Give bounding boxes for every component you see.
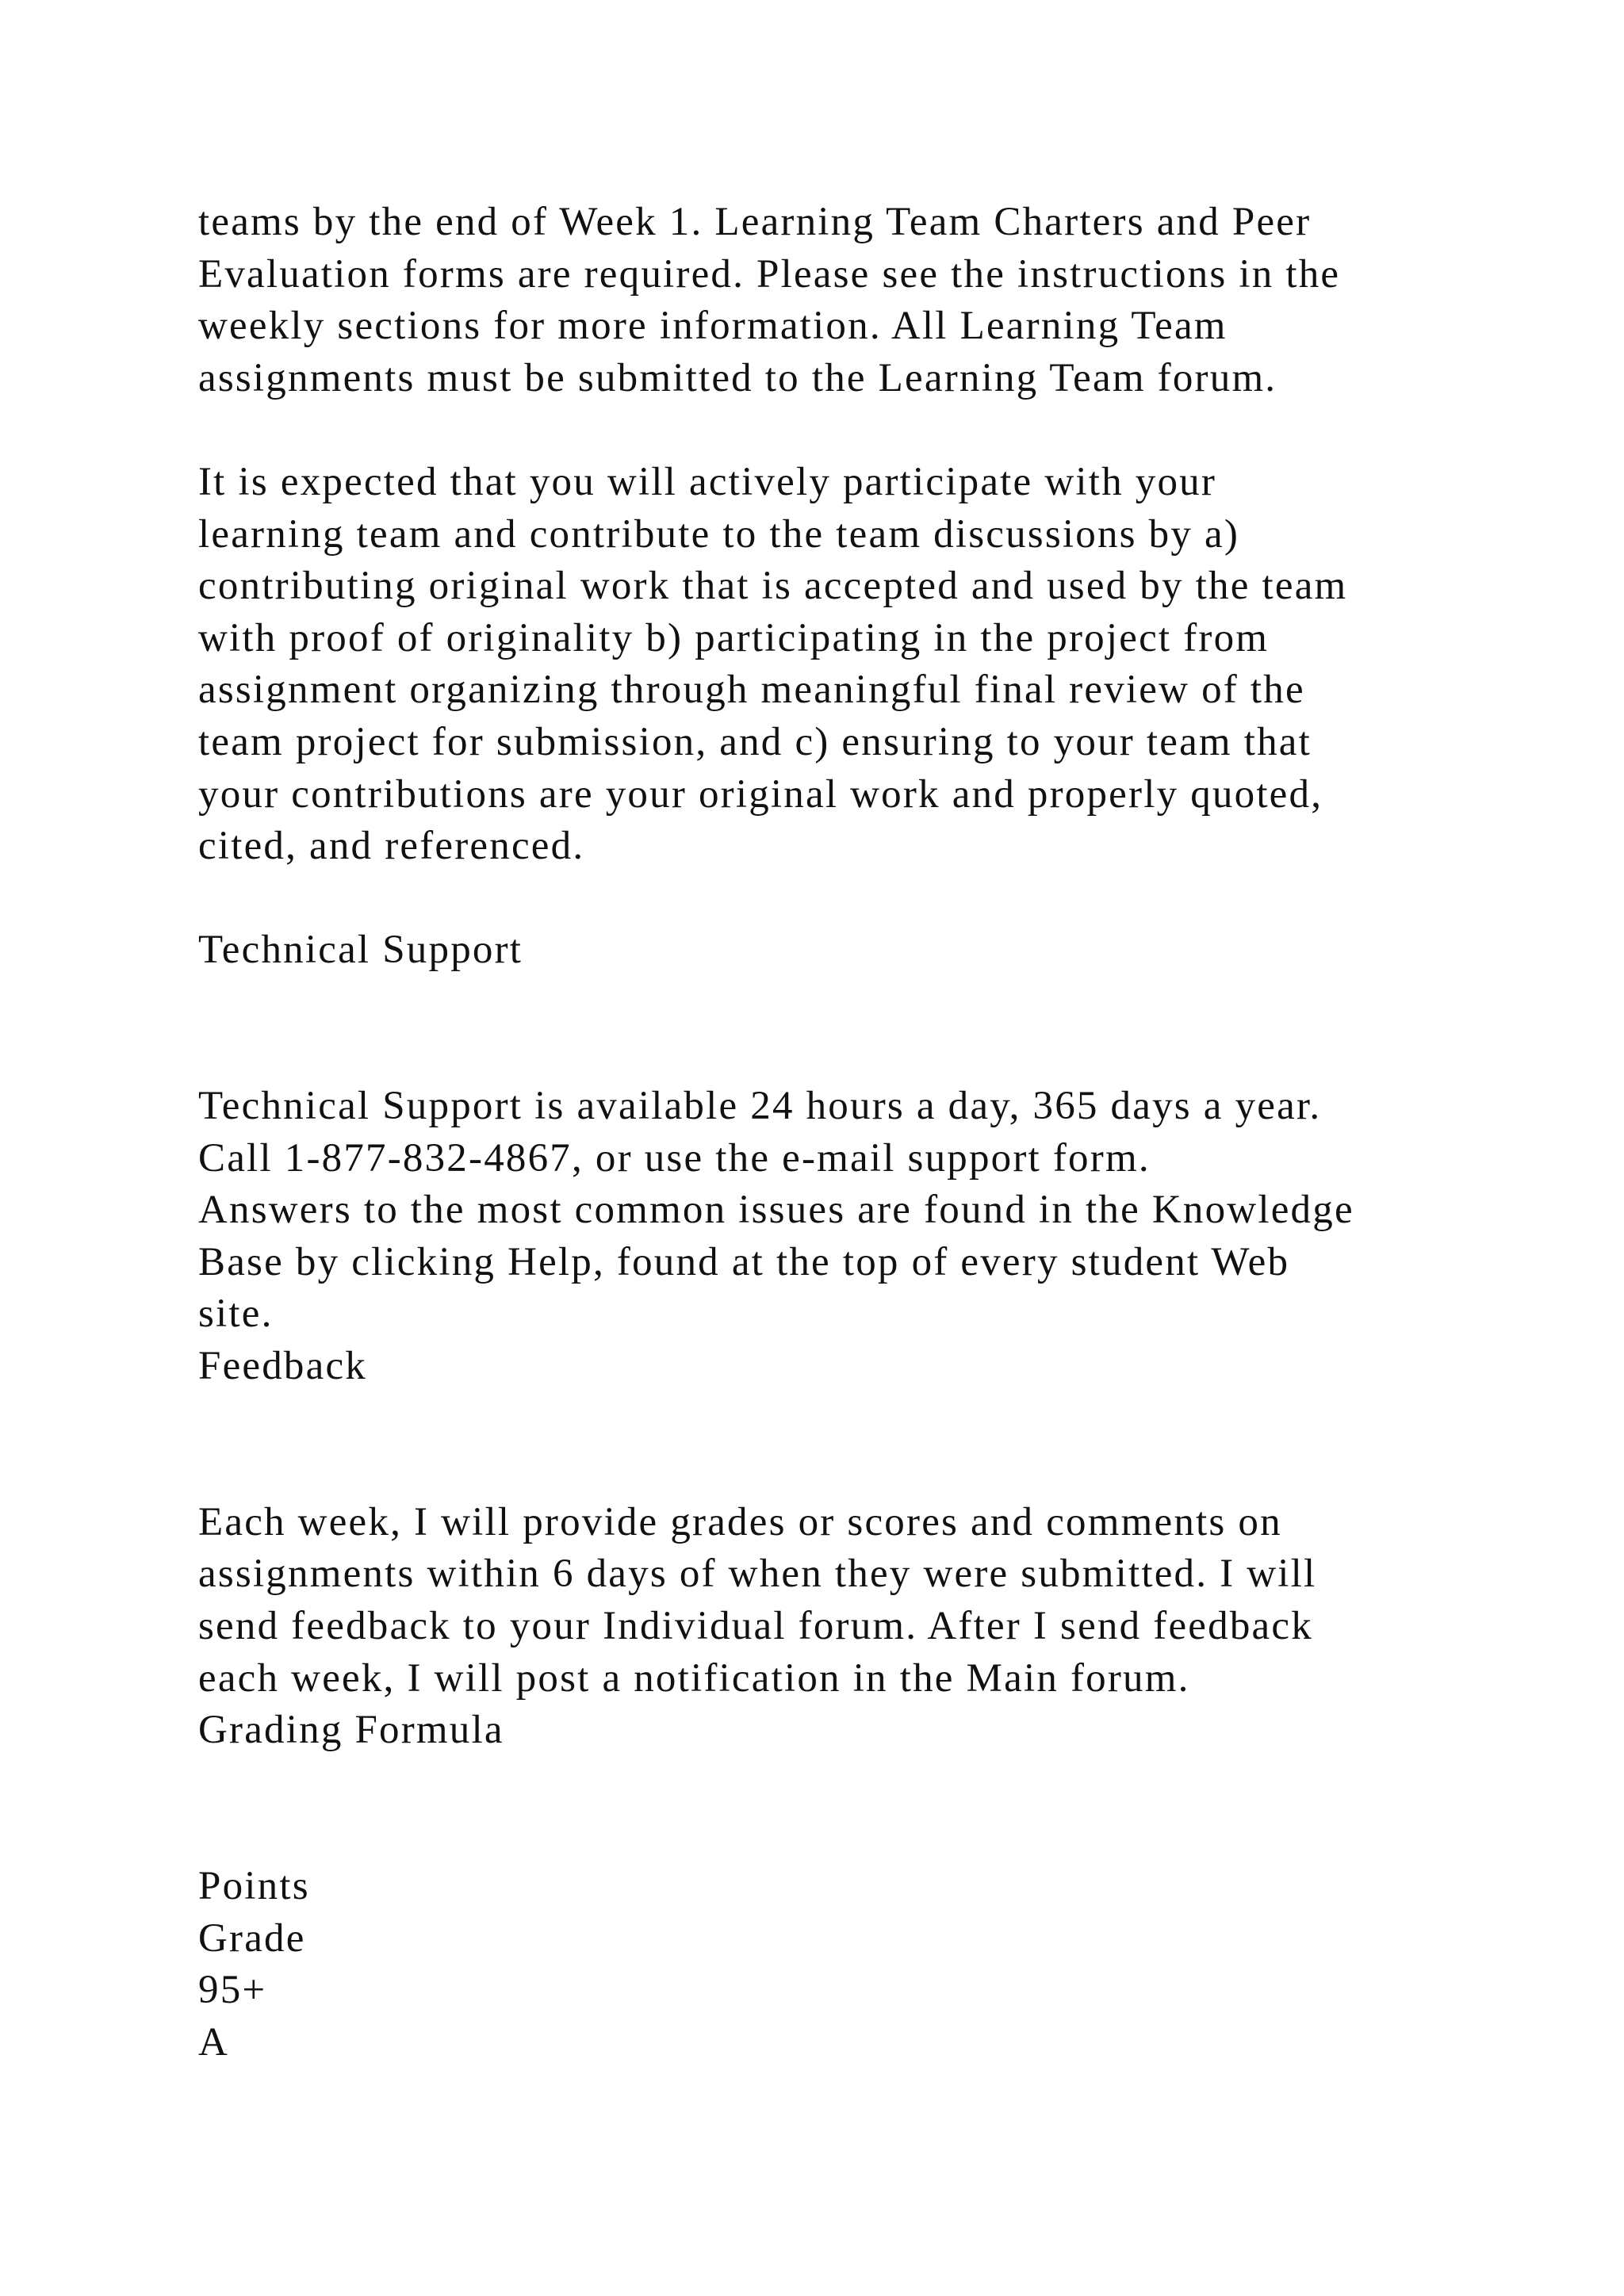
text-line: Answers to the most common issues are found in the Knowledge [198,1188,1354,1233]
text-line: your contributions are your original work and properly quoted, [198,771,1323,817]
grading-row-grade: A [198,2019,230,2064]
paragraph-spacer [198,873,1546,925]
document-body [198,197,1546,2068]
paragraph-feedback [198,1497,1546,1705]
text-line: It is expected that you will actively participate with your [198,459,1217,504]
text-line: Evaluation forms are required. Please see the instructions in the [198,251,1341,297]
heading-technical-support: Technical Support [198,928,523,973]
grading-table [198,1861,1546,2068]
heading-feedback: Feedback [198,1344,368,1389]
text-line: learning team and contribute to the team discussions by a) [198,511,1240,557]
text-line: assignments within 6 days of when they were submitted. I will [198,1552,1317,1597]
text-line: Technical Support is available 24 hours a day, 365 days a year. [198,1084,1322,1129]
text-line: send feedback to your Individual forum. After I send feedback [198,1604,1313,1649]
text-line: each week, I will post a notification in the Main forum. [198,1655,1190,1701]
text-line: assignments must be submitted to the Learning Team forum. [198,355,1277,400]
paragraph-spacer [198,404,1546,457]
text-line: site. [198,1292,274,1337]
text-line: assignment organizing through meaningful final review of the [198,668,1305,713]
grading-header-grade: Grade [198,1915,306,1961]
text-line: teams by the end of Week 1. Learning Team Charters and Peer [198,200,1312,244]
paragraph-spacer [198,1757,1546,1861]
text-line: Base by clicking Help, found at the top of every student Web [198,1239,1290,1284]
grading-row-points: 95+ [198,1968,267,2013]
paragraph-technical-support [198,1081,1546,1341]
paragraph-spacer [198,977,1546,1081]
text-line: team project for submission, and c) ensuring to your team that [198,719,1312,764]
paragraph-learning-teams [198,197,1546,404]
text-line: Each week, I will provide grades or scores and comments on [198,1499,1282,1544]
paragraph-participation [198,457,1546,873]
text-line: weekly sections for more information. All Learning Team [198,304,1228,349]
paragraph-spacer [198,1393,1546,1497]
text-line: contributing original work that is accepted and used by the team [198,564,1348,609]
text-line: cited, and referenced. [198,824,585,869]
grading-header-points: Points [198,1864,310,1908]
text-line: Call 1-877-832-4867, or use the e-mail support form. [198,1135,1151,1181]
heading-grading-formula: Grading Formula [198,1708,504,1753]
text-line: with proof of originality b) participating in the project from [198,615,1270,660]
